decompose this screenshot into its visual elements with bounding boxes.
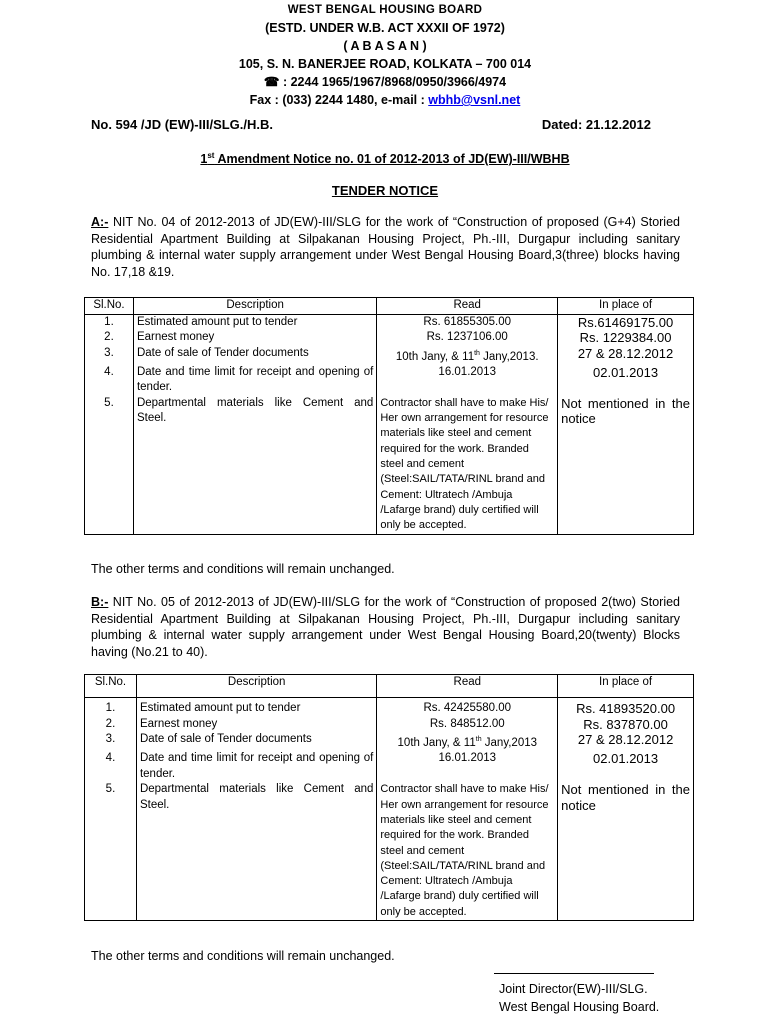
- telephone-icon: ☎: [263, 75, 280, 89]
- amendment-title: 1st Amendment Notice no. 01 of 2012-2013 of JD(EW)-III/WBHB: [200, 151, 570, 167]
- signatory-org: West Bengal Housing Board.: [499, 1000, 660, 1014]
- section-a-table: [84, 297, 694, 535]
- table-header-row: [85, 675, 694, 698]
- section-b-paragraph: [91, 594, 680, 660]
- header-in-place-of: In place of: [558, 298, 694, 315]
- table-row: 4. Date and time limit for receipt and opening of tender. 16.01.2013 02.01.2013: [85, 751, 694, 782]
- section-a-text: NIT No. 04 of 2012-2013 of JD(EW)-III/SLG for the work of “Construction of proposed (G+4) Storied Residential Apartment Building at Silpakanan Housing Project, Ph.-III, Durgapur including sanitary plumbing & internal water supply arrangement under West Bengal Housing Board,3(three) blocks having No. 17,18 &19.: [91, 215, 680, 279]
- reference-number: No. 594 /JD (EW)-III/SLG./H.B.: [91, 117, 274, 132]
- table-row: 3. Date of sale of Tender documents 10th Jany, & 11th Jany,2013 27 & 28.12.2012: [85, 732, 694, 751]
- header-description: Description: [136, 675, 376, 698]
- table-row: 5. Departmental materials like Cement and Steel. Contractor shall have to make His/ Her own arrangement for resource materials like steel and cement required for the work. Branded steel and cement (Steel:SAIL/TATA/RINL brand and Cement: Ultratech /Ambuja /Lafarge brand) duly certified will only be accepted. Not mentioned in the notice: [85, 782, 694, 920]
- section-b-footer: The other terms and conditions will remain unchanged.: [91, 949, 395, 963]
- section-a-label: A:-: [91, 215, 109, 229]
- table-row: 1. Estimated amount put to tender Rs. 61855305.00 Rs.61469175.00: [85, 314, 694, 330]
- signature-line: [494, 973, 654, 974]
- section-a-footer: The other terms and conditions will remain unchanged.: [91, 562, 395, 576]
- header-read: Read: [377, 675, 558, 698]
- table-row: 2. Earnest money Rs. 1237106.00 Rs. 1229384.00: [85, 330, 694, 346]
- email-link[interactable]: wbhb@vsnl.net: [428, 93, 521, 107]
- org-fax: Fax : (033) 2244 1480, e-mail :: [249, 93, 429, 107]
- org-fax-email: [0, 91, 770, 109]
- org-phone-line: [0, 73, 770, 91]
- table-row: 3. Date of sale of Tender documents 10th Jany, & 11th Jany,2013. 27 & 28.12.2012: [85, 346, 694, 365]
- org-name: WEST BENGAL HOUSING BOARD: [287, 4, 483, 16]
- reference-line: [91, 117, 651, 132]
- read-date-cell: 10th Jany, & 11th Jany,2013.: [377, 346, 558, 365]
- header-description: Description: [133, 298, 376, 315]
- section-b-table: [84, 674, 694, 921]
- section-a-paragraph: [91, 214, 680, 280]
- read-date-cell: 10th Jany, & 11th Jany,2013: [377, 732, 558, 751]
- org-phone: : 2244 1965/1967/8968/0950/3966/4974: [279, 75, 507, 89]
- table-row: 4. Date and time limit for receipt and opening of tender. 16.01.2013 02.01.2013: [85, 365, 694, 396]
- table-row: 2. Earnest money Rs. 848512.00 Rs. 837870.00: [85, 717, 694, 733]
- signatory-title: Joint Director(EW)-III/SLG.: [499, 982, 648, 996]
- table-row: 5. Departmental materials like Cement and Steel. Contractor shall have to make His/ Her own arrangement for resource materials like steel and cement required for the work. Branded steel and cement (Steel:SAIL/TATA/RINL brand and Cement: Ultratech /Ambuja /Lafarge brand) duly certified will only be accepted. Not mentioned in the notice: [85, 396, 694, 534]
- table-header-row: [85, 298, 694, 315]
- letterhead: [0, 1, 770, 109]
- org-abasan: ( A B A S A N ): [343, 39, 427, 53]
- notice-title: TENDER NOTICE: [331, 183, 439, 198]
- org-address: 105, S. N. BANERJEE ROAD, KOLKATA – 700 014: [238, 57, 532, 71]
- section-b-label: B:-: [91, 595, 109, 609]
- header-sl-no: Sl.No.: [85, 675, 137, 698]
- section-b-text: NIT No. 05 of 2012-2013 of JD(EW)-III/SLG for the work of “Construction of proposed 2(two) Storied Residential Apartment Building at Silpakanan Housing Project, Ph.-III, Durgapur including sanitary plumbing & internal water supply arrangement under West Bengal Housing Board,20(twenty) Blocks having (No.21 to 40).: [91, 595, 680, 659]
- header-sl-no: Sl.No.: [85, 298, 134, 315]
- org-establishment: (ESTD. UNDER W.B. ACT XXXII OF 1972): [265, 21, 505, 35]
- reference-date: Dated: 21.12.2012: [541, 117, 651, 132]
- header-read: Read: [377, 298, 558, 315]
- header-in-place-of: In place of: [558, 675, 694, 698]
- table-row: 1. Estimated amount put to tender Rs. 42425580.00 Rs. 41893520.00: [85, 698, 694, 717]
